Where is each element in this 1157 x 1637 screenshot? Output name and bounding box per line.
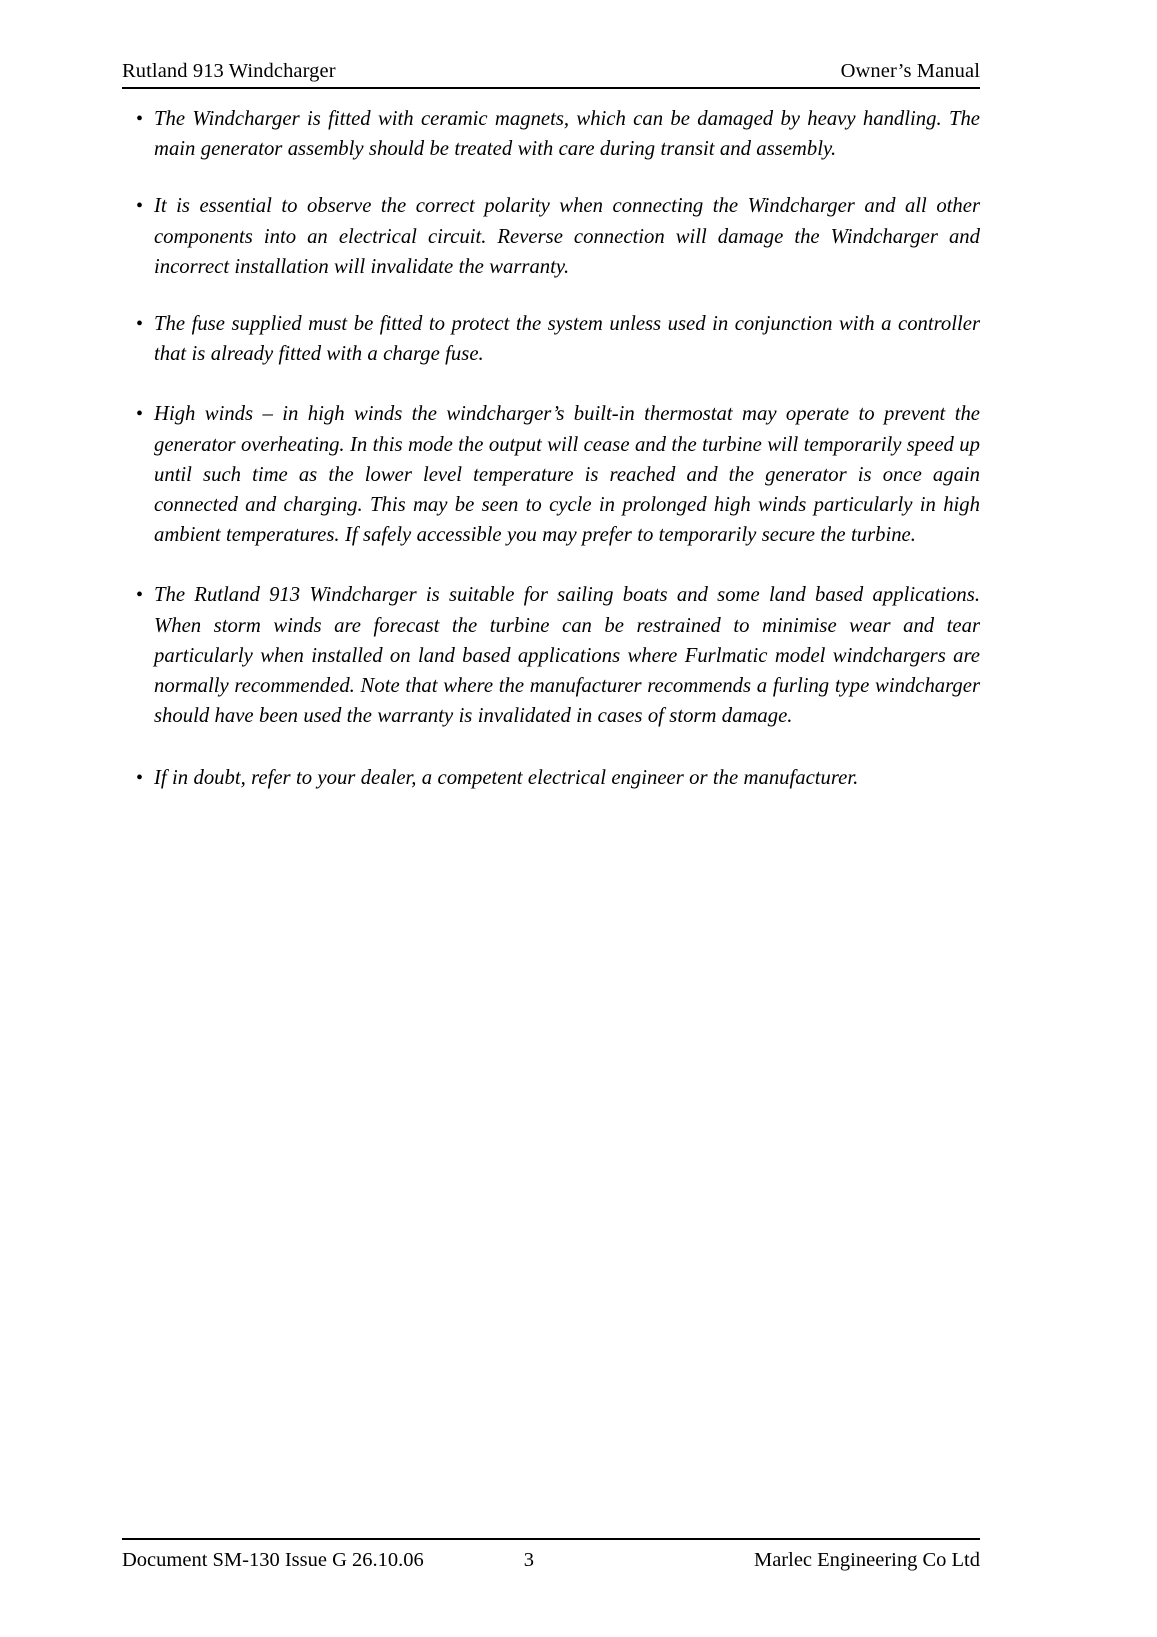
list-item <box>122 309 980 369</box>
safety-notes-bullet-list <box>122 104 980 794</box>
footer-page-number: 3 <box>523 1549 535 1571</box>
bullet-point-icon: • <box>136 584 144 607</box>
footer-divider-rule <box>122 1538 980 1540</box>
list-item-text: The Rutland 913 Windcharger is suitable for sailing boats and some land based applications. When storm winds are forecast the turbine can be restrained to minimise wear and tear particularly when installed on land based applications where Furlmatic model windchargers are normally recommended. Note that where the manufacturer recommends a furling type windcharger should have been used the warranty is invalidated in cases of storm damage. <box>154 584 980 728</box>
bullet-point-icon: • <box>136 313 144 336</box>
list-item <box>122 191 980 282</box>
header-divider-rule <box>122 87 980 89</box>
list-item <box>122 763 980 793</box>
list-item-text: The fuse supplied must be fitted to protect the system unless used in conjunction with a controller that is already fitted with a charge fuse. <box>154 313 980 366</box>
document-body <box>122 104 980 794</box>
page-header <box>122 58 980 90</box>
list-item-text: The Windcharger is fitted with ceramic magnets, which can be damaged by heavy handling. The main generator assembly should be treated with care during transit and assembly. <box>154 108 980 161</box>
list-item-text: It is essential to observe the correct polarity when connecting the Windcharger and all other components into an electrical circuit. Reverse connection will damage the Windcharger and incorrect installation will invalidate the warranty. <box>154 195 980 278</box>
page-footer <box>122 1546 980 1578</box>
bullet-point-icon: • <box>136 195 144 218</box>
list-item <box>122 399 980 550</box>
bullet-point-icon: • <box>136 108 144 130</box>
list-item <box>122 580 980 731</box>
footer-document-reference: Document SM-130 Issue G 26.10.06 <box>122 1549 424 1571</box>
bullet-point-icon: • <box>136 767 144 790</box>
footer-company-name: Marlec Engineering Co Ltd <box>753 1549 980 1571</box>
header-left-title: Rutland 913 Windcharger <box>122 60 336 82</box>
bullet-point-icon: • <box>136 403 144 426</box>
list-item-text: High winds – in high winds the windcharger’s built-in thermostat may operate to prevent the generator overheating. In this mode the output will cease and the turbine will temporarily speed up until such time as the lower level temperature is reached and the generator is once again connected and charging. This may be seen to cycle in prolonged high winds particularly in high ambient temperatures. If safely accessible you may prefer to temporarily secure the turbine. <box>154 403 980 547</box>
list-item <box>122 104 980 164</box>
header-right-title: Owner’s Manual <box>840 60 980 82</box>
list-item-text: If in doubt, refer to your dealer, a competent electrical engineer or the manufacturer. <box>154 767 859 790</box>
